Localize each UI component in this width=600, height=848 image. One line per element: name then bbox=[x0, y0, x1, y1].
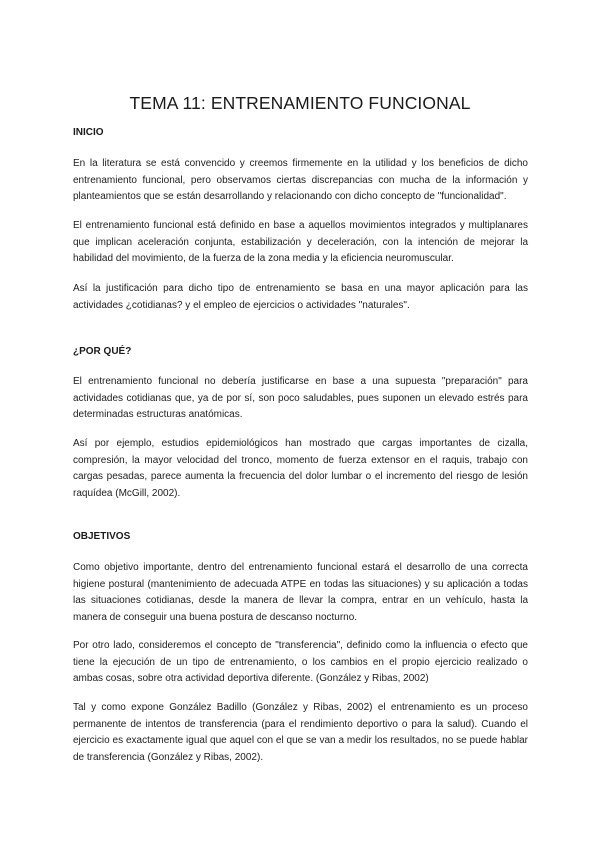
paragraph bbox=[73, 281, 528, 314]
text-line: habilidad del movimiento, de la fuerza de la zona media y la eficiencia neuromuscular. bbox=[73, 253, 454, 264]
text-line: compresión, la mayor velocidad del tronco, momento de fuerza extensor en el raquis, trabajo con bbox=[73, 454, 528, 466]
text-line: manera de conseguir una buena postura de descanso nocturno. bbox=[73, 611, 358, 623]
text-line: que implican aceleración conjunta, estabilización y deceleración, con la intención de mejorar la bbox=[73, 236, 528, 248]
text-line: Por otro lado, consideremos el concepto de "transferencia", definido como la influencia o efecto que bbox=[73, 640, 528, 651]
text-line: El entrenamiento funcional está definido en base a aquellos movimientos integrados y multiplanares bbox=[73, 220, 528, 231]
text-line: actividades cotidianas que, ya de por sí, son poco saludables, pues suponen un elevado estrés para bbox=[73, 392, 528, 404]
text-line: Tal y como expone González Badillo (González y Ribas, 2002) el entrenamiento es un proceso bbox=[73, 702, 528, 713]
text-line: tiene la ejecución de un tipo de entrenamiento, o los cambios en el propio ejercicio realizado o bbox=[73, 656, 528, 668]
text-line: permanente de intentos de transferencia (para el rendimiento deportivo o para la salud). Cuando el bbox=[73, 718, 528, 730]
text-line: Como objetivo importante, dentro del entrenamiento funcional estará el desarrollo de una correcta bbox=[73, 562, 528, 573]
text-line: cargas pesadas, parece aumenta la frecuencia del dolor lumbar o el incremento del riesgo de lesión bbox=[73, 471, 528, 482]
text-line: actividades ¿cotidianas? y el empleo de ejercicios o actividades "naturales". bbox=[73, 299, 410, 311]
paragraph bbox=[73, 560, 528, 626]
section-heading-por-que: ¿POR QUÉ? bbox=[73, 346, 132, 357]
paragraph bbox=[73, 374, 528, 424]
text-line: entrenamiento funcional, pero observamos ciertas discrepancias con mucha de la información y bbox=[73, 174, 528, 186]
text-line: Así la justificación para dicho tipo de entrenamiento se basa en una mayor aplicación para las bbox=[73, 283, 528, 294]
text-line: las situaciones cotidianas, desde la manera de llevar la compra, entrar en un vehículo, hasta la bbox=[73, 595, 528, 606]
text-line: Así por ejemplo, estudios epidemiológicos han mostrado que cargas importantes de cizalla, bbox=[73, 438, 528, 449]
page-title: TEMA 11: ENTRENAMIENTO FUNCIONAL bbox=[129, 93, 471, 113]
text-line: de transferencia (González y Ribas, 2002). bbox=[73, 751, 264, 763]
paragraph bbox=[73, 218, 528, 268]
text-line: ambas cosas, sobre otra actividad deportiva diferente. (González y Ribas, 2002) bbox=[73, 673, 429, 684]
section-heading-objetivos: OBJETIVOS bbox=[73, 531, 131, 542]
text-line: planteamientos que se están desarrollando y relacionando con dicho concepto de "funcionalidad". bbox=[73, 191, 507, 202]
paragraph bbox=[73, 156, 528, 206]
text-line: determinadas estructuras anatómicas. bbox=[73, 409, 243, 420]
text-line: El entrenamiento funcional no debería justificarse en base a una supuesta "preparación" para bbox=[73, 376, 528, 387]
text-line: raquídea (McGill, 2002). bbox=[73, 487, 181, 499]
section-heading-inicio: INICIO bbox=[73, 127, 104, 138]
paragraph bbox=[73, 700, 528, 766]
text-line: En la literatura se está convencido y creemos firmemente en la utilidad y los beneficios de dicho bbox=[73, 158, 528, 169]
paragraph bbox=[73, 436, 528, 502]
paragraph bbox=[73, 638, 528, 688]
text-line: higiene postural (mantenimiento de adecuada ATPE en todas las situaciones) y su aplicación a todas bbox=[73, 578, 528, 590]
text-line: ejercicio es exactamente igual que aquel con el que se van a medir los resultados, no se puede hablar bbox=[73, 735, 528, 746]
